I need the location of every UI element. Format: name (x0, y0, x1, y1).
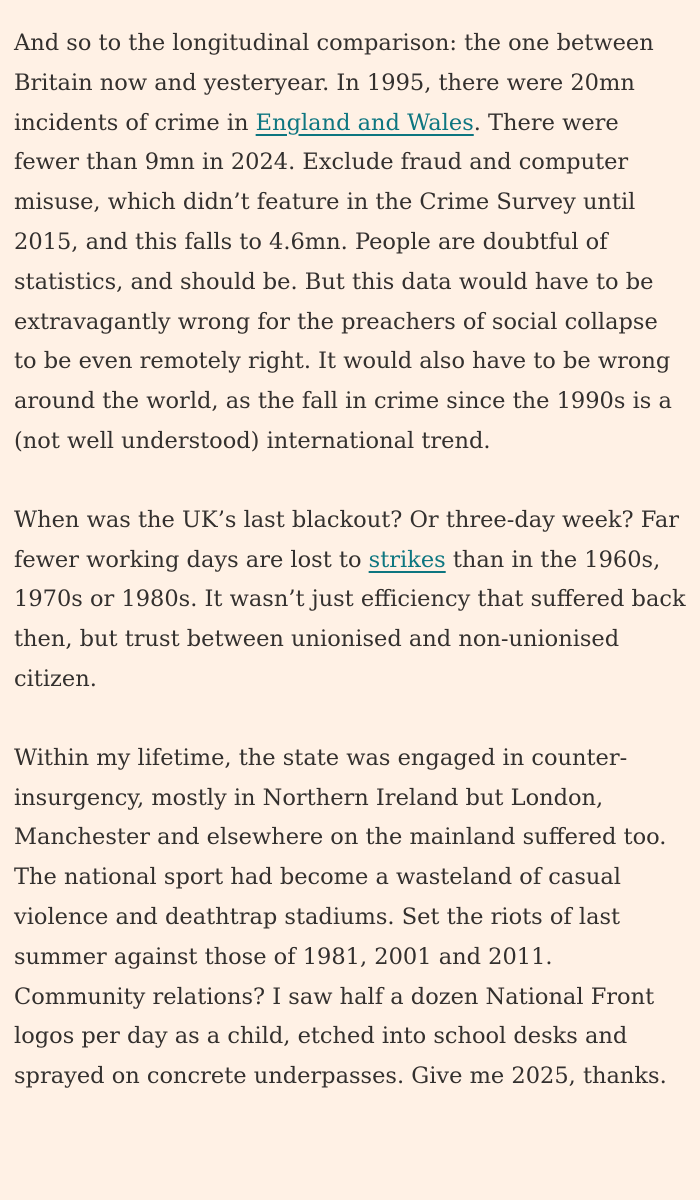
paragraph-crime-comparison (14, 24, 686, 462)
paragraph-lifetime (14, 739, 686, 1097)
paragraph-text: . There were fewer than 9mn in 2024. Exclude fraud and computer misuse, which didn’t feature in the Crime Survey until 2015, and this falls to 4.6mn. People are doubtful of statistics, and should be. But this data would have to be extravagantly wrong for the preachers of social collapse to be even remotely right. It would also have to be wrong around the world, as the fall in crime since the 1990s is a (not well understood) international trend. (14, 109, 680, 454)
paragraph-text: than in the 1960s, 1970s or 1980s. It wasn’t just efficiency that suffered back then, but trust between unionised and non-unionised citizen. (14, 546, 693, 692)
strikes-link[interactable]: strikes (368, 546, 446, 573)
paragraph-text: And so to the longitudinal comparison: the one between Britain now and yesteryear. In 1995, there were 20mn incidents of crime in (14, 30, 661, 136)
paragraph-text: Within my lifetime, the state was engaged in counter-insurgency, mostly in Northern Ireland but London, Manchester and elsewhere on the mainland suffered too. The national sport had become a wasteland of casual violence and deathtrap stadiums. Set the riots of last summer against those of 1981, 2001 and 2011. Community relations? I saw half a dozen National Front logos per day as a child, etched into school desks and sprayed on concrete underpasses. Give me 2025, thanks. (14, 744, 674, 1090)
paragraph-text: When was the UK’s last blackout? Or three-day week? Far fewer working days are lost to (14, 506, 687, 573)
paragraph-strikes (14, 501, 693, 700)
england-and-wales-link[interactable]: England and Wales (255, 109, 474, 136)
